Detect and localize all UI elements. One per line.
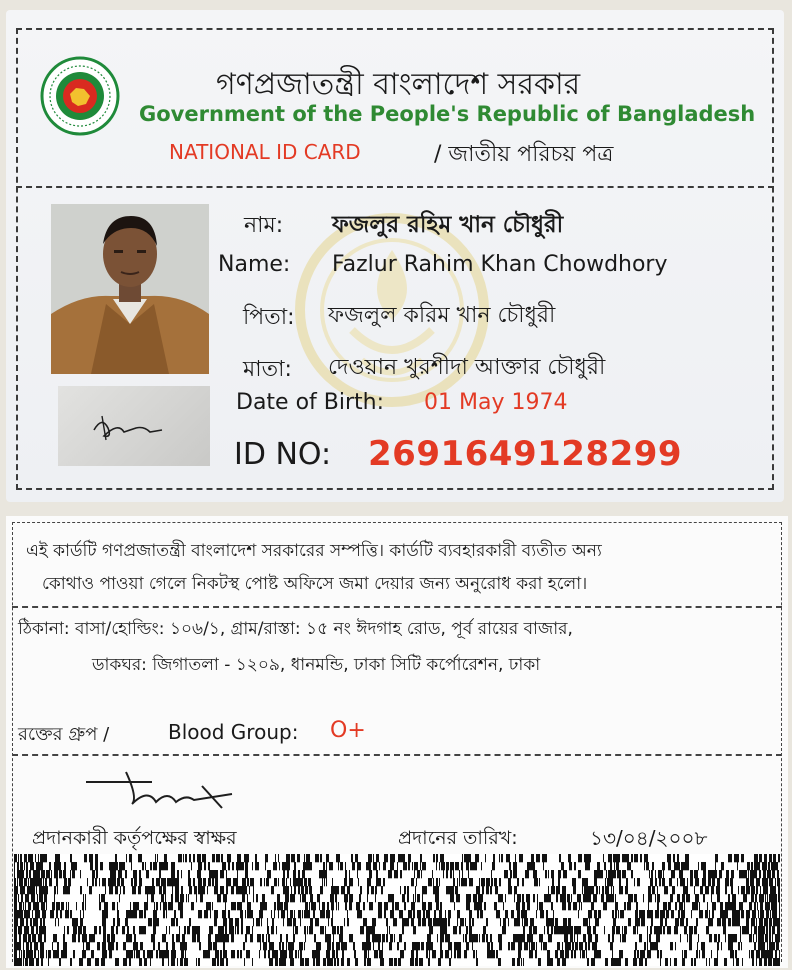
id-number-label: ID NO:	[234, 437, 332, 472]
card-type-bengali: / জাতীয় পরিচয় পত্র	[434, 142, 614, 167]
blood-group-label-english: Blood Group:	[168, 720, 299, 744]
name-english-value: Fazlur Rahim Khan Chowdhory	[332, 252, 668, 277]
government-title-english: Government of the People's Republic of Bangladesh	[139, 102, 756, 126]
id-card-back	[6, 516, 788, 968]
government-title-bengali: গণপ্রজাতন্ত্রী বাংলাদেশ সরকার	[216, 67, 581, 102]
government-seal-icon	[40, 56, 120, 136]
issue-date-label: প্রদানের তারিখ:	[398, 827, 518, 849]
id-number-value: 2691649128299	[368, 434, 683, 474]
name-bengali-value: ফজলুর রহিম খান চৌধুরী	[332, 212, 564, 238]
issuer-signature-label: প্রদানকারী কর্তৃপক্ষের স্বাক্ষর	[32, 827, 237, 849]
blood-group-label-bengali: রক্তের গ্রুপ /	[18, 724, 110, 745]
id-card-front	[6, 10, 784, 502]
blood-group-divider	[12, 754, 782, 756]
notice-divider	[12, 606, 782, 608]
blood-group-value: O+	[330, 718, 366, 743]
issue-date-value: ১৩/০৪/২০০৮	[590, 826, 708, 850]
ownership-notice-line-2: কোথাও পাওয়া গেলে নিকটস্থ পোষ্ট অফিসে জমা দেয়ার জন্য অনুরোধ করা হলো।	[42, 574, 588, 594]
name-bengali-label: নাম:	[244, 213, 284, 238]
address-line-2: ডাকঘর: জিগাতলা - ১২০৯, ধানমন্ডি, ঢাকা সিটি কর্পোরেশন, ঢাকা	[92, 655, 541, 675]
holder-signature	[58, 386, 210, 466]
issuer-signature	[82, 768, 252, 818]
father-label: পিতা:	[243, 305, 295, 330]
ownership-notice-line-1: এই কার্ডটি গণপ্রজাতন্ত্রী বাংলাদেশ সরকারের সম্পত্তি। কার্ডটি ব্যবহারকারী ব্যতীত অন্য	[26, 541, 602, 561]
name-english-label: Name:	[218, 252, 291, 277]
pdf417-barcode	[14, 854, 780, 966]
dob-value: 01 May 1974	[424, 390, 568, 415]
holder-photo	[51, 204, 209, 374]
address-line-1: ঠিকানা: বাসা/হোল্ডিং: ১০৬/১, গ্রাম/রাস্তা: ১৫ নং ঈদগাহ রোড, পূর্ব রায়ের বাজার,	[18, 619, 573, 639]
mother-label: মাতা:	[243, 357, 292, 382]
father-value: ফজলুল করিম খান চৌধুরী	[328, 303, 556, 328]
mother-value: দেওয়ান খুরশীদা আক্তার চৌধুরী	[328, 355, 606, 380]
card-type-english: NATIONAL ID CARD	[169, 140, 361, 164]
header-divider	[16, 186, 774, 188]
dob-label: Date of Birth:	[236, 390, 385, 415]
